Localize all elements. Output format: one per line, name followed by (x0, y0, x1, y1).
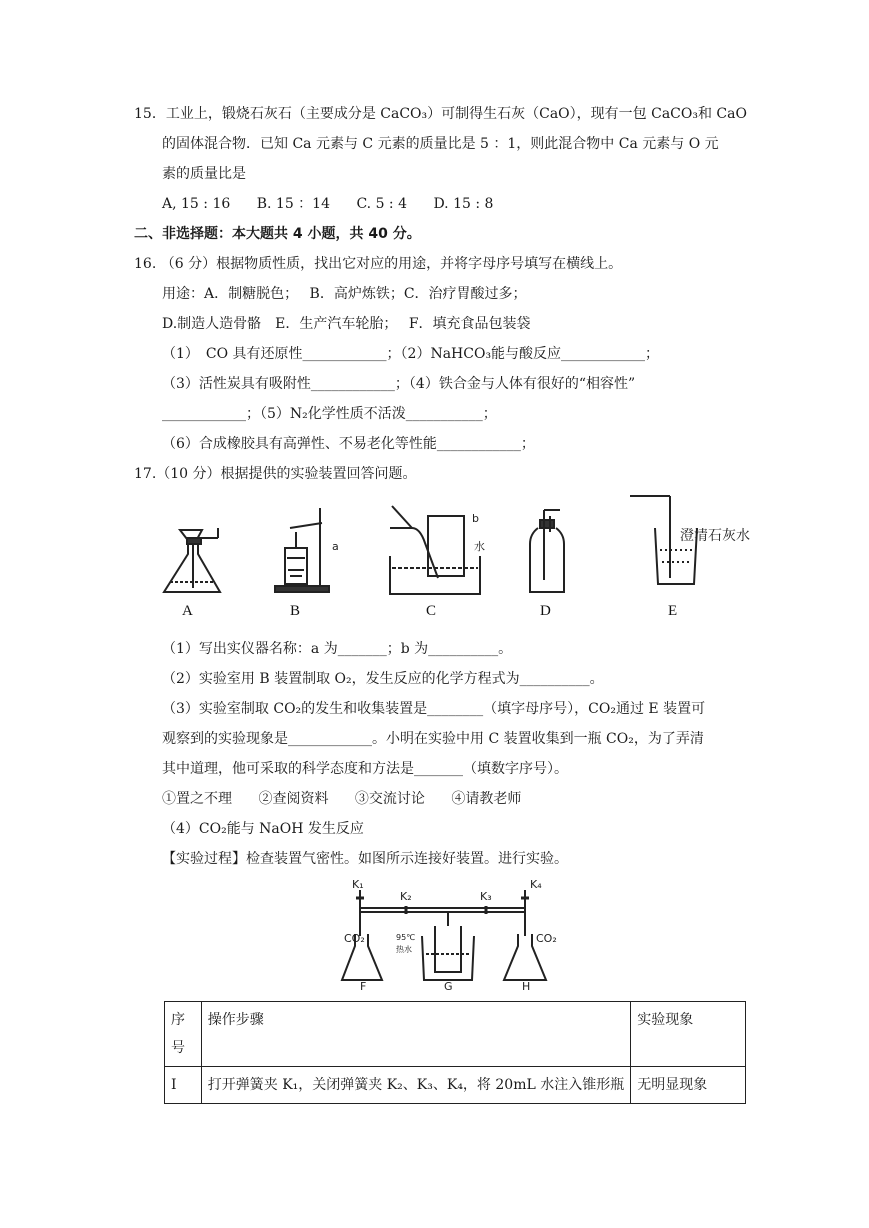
q16-part1-2: （1） CO 具有还原性____________；（2）NaHCO₃能与酸反应____________； (162, 346, 660, 362)
label-a: a (332, 540, 339, 553)
fig-k3: K₃ (480, 890, 492, 903)
apparatus-label-d: D (540, 603, 551, 619)
q16-part3-4: （3）活性炭具有吸附性____________；（4）铁合金与人体有很好的“相容性” (162, 376, 636, 392)
fig-co2-left: CO₂ (344, 932, 365, 945)
table-cell-index: I (165, 1067, 202, 1104)
section-heading: 二、非选择题：本大题共 4 小题，共 40 分。 (134, 226, 421, 242)
fig-co2-right: CO₂ (536, 932, 557, 945)
apparatus-label-c: C (426, 603, 437, 619)
q15-line2: 的固体混合物．已知 Ca 元素与 C 元素的质量比是 5 ：1，则此混合物中 Ca 元素与 O 元 (162, 136, 719, 152)
q16-uses-line2: D.制造人造骨骼 E．生产汽车轮胎； F．填充食品包装袋 (162, 316, 531, 332)
q15-option-a: A, 15 : 16 (162, 196, 231, 212)
table-header-index: 序号 (165, 1002, 202, 1067)
q17-sub3-line2: 观察到的实验现象是____________。小明在实验中用 C 装置收集到一瓶 CO₂，为了弄清 (162, 731, 704, 747)
q15-option-b: B. 15 ：14 (256, 196, 330, 212)
label-b: b (472, 512, 479, 525)
fig-k2: K₂ (400, 890, 412, 903)
fig-k4: K₄ (530, 878, 542, 891)
q16-stem: 16. （6 分）根据物质性质，找出它对应的用途，并将字母序号填写在横线上。 (134, 256, 623, 272)
apparatus-label-e: E (668, 603, 678, 619)
q16-part6: （6）合成橡胶具有高弹性、不易老化等性能____________； (162, 436, 535, 452)
q17-sub3-line3: 其中道理，他可采取的科学态度和方法是_______（填数字序号）。 (162, 761, 568, 777)
q17-sub4: （4）CO₂能与 NaOH 发生反应 (162, 821, 364, 837)
fig-label-h: H (522, 980, 531, 992)
experiment-figure (340, 876, 560, 992)
q17-choice-2: ②查阅资料 (258, 791, 329, 807)
table-header-steps: 操作步骤 (201, 1002, 630, 1067)
table-cell-steps: 打开弹簧夹 K₁，关闭弹簧夹 K₂、K₃、K₄，将 20mL 水注入锥形瓶 (201, 1067, 630, 1104)
q17-sub3-line1: （3）实验室制取 CO₂的发生和收集装置是________（填字母序号），CO₂通过 E 装置可 (162, 701, 706, 717)
q16-part4-5: ____________；（5）N₂化学性质不活泼___________； (162, 406, 497, 422)
fig-hot-water: 热水 (396, 945, 412, 954)
q17-sub1: （1）写出实仪器名称：a 为_______；b 为__________。 (162, 641, 513, 657)
q15-line3: 素的质量比是 (162, 166, 246, 182)
fig-label-g: G (444, 980, 453, 992)
q17-choice-1: ①置之不理 (162, 791, 232, 807)
apparatus-a (164, 528, 220, 592)
label-water: 水 (474, 540, 485, 553)
table-row (165, 1067, 746, 1104)
q15-option-d: D. 15 : 8 (433, 196, 494, 212)
fig-k1: K₁ (352, 878, 364, 891)
q17-choice-3: ③交流讨论 (354, 791, 425, 807)
label-limewater: 澄清石灰水 (680, 528, 750, 544)
q17-choices (162, 789, 543, 809)
table-cell-observation: 无明显现象 (631, 1067, 746, 1104)
q17-choice-4: ④请教老师 (451, 791, 522, 807)
q15-line1: 15．工业上，锻烧石灰石（主要成分是 CaCO₃）可制得生石灰（CaO），现有一包 CaCO₃和 CaO (134, 106, 747, 122)
fig-label-f: F (360, 980, 367, 992)
q15-options (162, 194, 515, 214)
experiment-table (164, 1001, 746, 1104)
apparatus-d (530, 510, 564, 592)
apparatus-label-b: B (290, 603, 301, 619)
q16-uses-line1: 用途：A．制糖脱色； B．高炉炼铁；C．治疗胃酸过多； (162, 286, 527, 302)
q15-option-c: C. 5 : 4 (356, 196, 407, 212)
table-header-row (165, 1002, 746, 1067)
q17-sub2: （2）实验室用 B 装置制取 O₂，发生反应的化学方程式为__________。 (162, 671, 604, 687)
apparatus-b (275, 508, 329, 592)
apparatus-c (390, 506, 480, 594)
apparatus-label-a: A (182, 603, 193, 619)
fig-hot-water-temp: 95℃ (396, 933, 416, 942)
q17-process: 【实验过程】检查装置气密性。如图所示连接好装置。进行实验。 (162, 851, 568, 867)
q17-stem: 17.（10 分）根据提供的实验装置回答问题。 (134, 466, 417, 482)
table-header-observation: 实验现象 (631, 1002, 746, 1067)
apparatus-figure (150, 488, 750, 624)
